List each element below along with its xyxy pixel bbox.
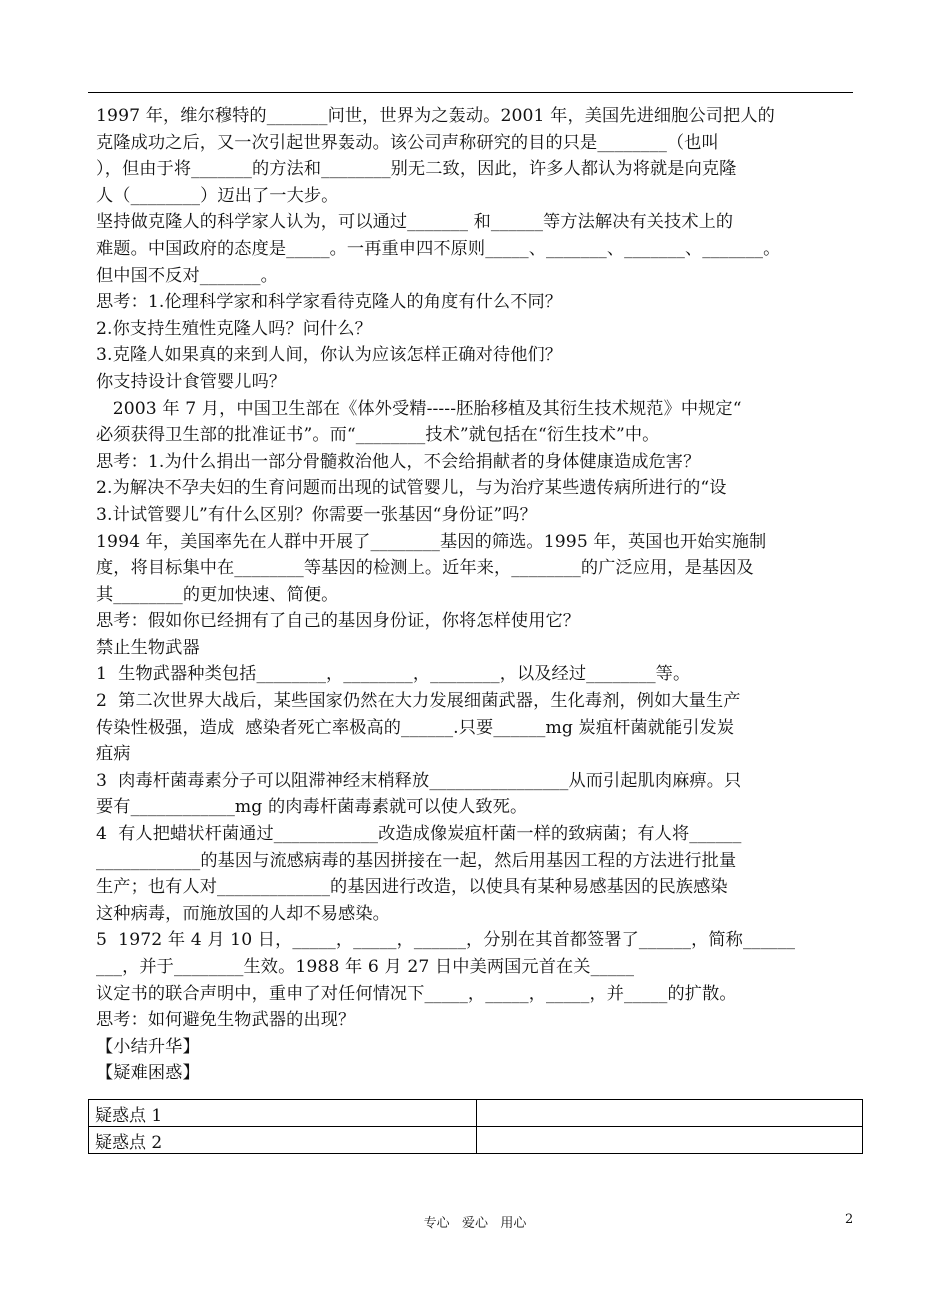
section-heading: 【小结升华】 bbox=[96, 1036, 200, 1057]
text-line: 传染性极强，造成 感染者死亡率极高的______.只要______mg 炭疽杆菌就能引发炭 bbox=[96, 717, 735, 738]
table-row bbox=[89, 1127, 863, 1154]
text-line: 难题。中国政府的态度是_____。一再重申四不原则_____、_______、_______、_______。 bbox=[96, 238, 781, 259]
text-line: 疽病 bbox=[96, 744, 131, 765]
question-line: 思考：假如你已经拥有了自己的基因身份证，你将怎样使用它？ bbox=[96, 611, 581, 632]
text-line: 1994 年，美国率先在人群中开展了________基因的筛选。1995 年，英国也开始实施制 bbox=[96, 531, 767, 552]
text-line: 2003 年 7 月，中国卫生部在《体外受精-----胚胎移植及其衍生技术规范》中规定“ bbox=[96, 398, 742, 419]
text-line: 1997 年，维尔穆特的_______问世，世界为之轰动。2001 年，美国先进细胞公司把人的 bbox=[96, 106, 775, 126]
header-rule bbox=[88, 92, 853, 93]
section-heading: 【疑难困惑】 bbox=[96, 1063, 200, 1084]
question-line: 思考：如何避免生物武器的出现？ bbox=[96, 1010, 356, 1031]
document-body bbox=[96, 103, 856, 1087]
text-line: ___，并于________生效。1988 年 6 月 27 日中美两国元首在关_____ bbox=[96, 957, 635, 977]
text-line: 克隆成功之后，又一次引起世界轰动。该公司声称研究的目的只是________（也叫 bbox=[96, 132, 719, 153]
question-line: 2.你支持生殖性克隆人吗？问什么？ bbox=[96, 318, 372, 339]
section-heading: 禁止生物武器 bbox=[96, 637, 200, 658]
text-line: 这种病毒，而施放国的人却不易感染。 bbox=[96, 903, 390, 924]
text-line: 坚持做克隆人的科学家人认为，可以通过_______ 和______等方法解决有关技术上的 bbox=[96, 212, 734, 233]
question-line: 3.克隆人如果真的来到人间，你认为应该怎样正确对待他们？ bbox=[96, 345, 563, 366]
doubts-table-wrap bbox=[88, 1099, 863, 1154]
footer-motto: 专心 爱心 用心 bbox=[423, 1216, 527, 1231]
text-line: ），但由于将_______的方法和________别无二致，因此，许多人都认为将就是向克隆 bbox=[96, 159, 737, 180]
text-line: 3 肉毒杆菌毒素分子可以阻滞神经末梢释放________________从而引起肌肉麻痹。只 bbox=[96, 770, 742, 791]
doubts-table bbox=[88, 1099, 863, 1154]
page-number: 2 bbox=[845, 1212, 854, 1227]
table-cell: 疑惑点 2 bbox=[89, 1127, 477, 1154]
table-cell bbox=[477, 1100, 863, 1127]
table-row bbox=[89, 1100, 863, 1127]
table-cell bbox=[477, 1127, 863, 1154]
text-line: 2 第二次世界大战后，某些国家仍然在大力发展细菌武器，生化毒剂，例如大量生产 bbox=[96, 691, 741, 712]
text-line: 人（________）迈出了一大步。 bbox=[96, 185, 339, 206]
text-line: 度，将目标集中在________等基因的检测上。近年来，________的广泛应用，是基因及 bbox=[96, 558, 754, 579]
text-line: 4 有人把蜡状杆菌通过____________改造成像炭疽杆菌一样的致病菌；有人将______ bbox=[96, 824, 742, 845]
text-line: 议定书的联合声明中，重申了对任何情况下_____，_____，_____，并_____的扩散。 bbox=[96, 983, 737, 1004]
question-line: 3.计试管婴儿”有什么区别？你需要一张基因“身份证”吗？ bbox=[96, 504, 537, 525]
text-line: 1 生物武器种类包括________，________，________，以及经过________等。 bbox=[96, 664, 691, 685]
question-line: 思考：1.伦理科学家和科学家看待克隆人的角度有什么不同？ bbox=[96, 292, 563, 313]
text-line: 5 1972 年 4 月 10 日，_____，_____，______，分别在其首都签署了______，简称______ bbox=[96, 930, 796, 951]
question-line: 你支持设计食管婴儿吗？ bbox=[96, 371, 287, 392]
text-line: 必须获得卫生部的批准证书”。而“________技术”就包括在“衍生技术”中。 bbox=[96, 425, 660, 446]
text-line: ____________的基因与流感病毒的基因拼接在一起，然后用基因工程的方法进行批量 bbox=[96, 850, 737, 871]
question-line: 2.为解决不孕夫妇的生育问题而出现的试管婴儿，与为治疗某些遗传病所进行的“设 bbox=[96, 478, 727, 499]
text-line: 其________的更加快速、简便。 bbox=[96, 584, 339, 605]
text-line: 但中国不反对_______。 bbox=[96, 265, 278, 286]
question-line: 思考：1.为什么捐出一部分骨髓救治他人，不会给捐献者的身体健康造成危害？ bbox=[96, 451, 701, 472]
table-cell: 疑惑点 1 bbox=[89, 1100, 477, 1127]
text-line: 生产；也有人对_____________的基因进行改造，以使具有某种易感基因的民族感染 bbox=[96, 877, 728, 898]
text-line: 要有____________mg 的肉毒杆菌毒素就可以使人致死。 bbox=[96, 797, 528, 818]
